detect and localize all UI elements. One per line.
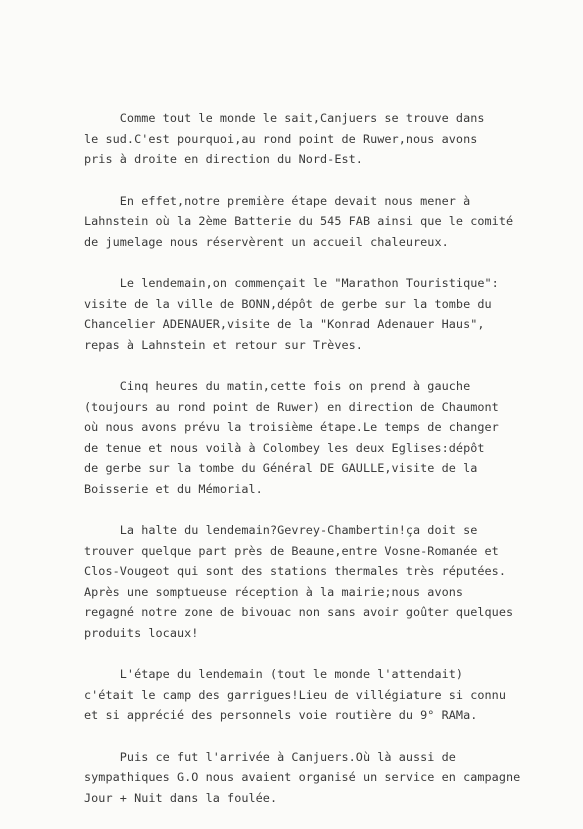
text-line: où nous avons prévu la troisième étape.Le temps de changer <box>84 420 499 434</box>
text-line: de gerbe sur la tombe du Général DE GAULLE,visite de la <box>84 461 478 475</box>
text-line: Cinq heures du matin,cette fois on prend à gauche <box>84 379 471 393</box>
text-line: Après une somptueuse réception à la mairie;nous avons <box>84 584 464 599</box>
text-line: Clos-Vougeot qui sont des stations thermales très réputées. <box>84 564 506 578</box>
paragraph-5 <box>84 520 544 643</box>
text-line: La halte du lendemain?Gevrey-Chambertin!ça doit se <box>84 523 478 537</box>
text-line: Chancelier ADENAUER,visite de la "Konrad Adenauer Haus", <box>84 317 485 331</box>
paragraph-6 <box>84 664 544 726</box>
text-line: Boisserie et du Mémorial. <box>84 481 263 496</box>
text-line: c'était le camp des garrigues!Lieu de villégiature si connu <box>84 687 506 702</box>
text-line: Jour + Nuit dans la foulée. <box>84 790 278 805</box>
paragraph-7 <box>84 747 544 809</box>
text-line: En effet,notre première étape devait nous mener à <box>84 193 471 208</box>
paragraph-3 <box>84 273 544 355</box>
text-line: visite de la ville de BONN,dépôt de gerbe sur la tombe du <box>84 296 492 311</box>
text-line: produits locaux! <box>84 625 199 640</box>
text-line: Comme tout le monde le sait,Canjuers se trouve dans <box>84 111 485 125</box>
text-line: le sud.C'est pourquoi,au rond point de Ruwer,nous avons <box>84 131 478 146</box>
text-line: pris à droite en direction du Nord-Est. <box>84 152 363 166</box>
text-line: Lahnstein où la 2ème Batterie du 545 FAB ainsi que le comité <box>84 214 514 228</box>
paragraph-2 <box>84 191 544 253</box>
text-line: (toujours au rond point de Ruwer) en direction de Chaumont <box>84 399 499 414</box>
text-line: Le lendemain,on commençait le "Marathon Touristique": <box>84 276 499 290</box>
paragraph-4 <box>84 376 544 499</box>
text-line: Puis ce fut l'arrivée à Canjuers.Où là aussi de <box>84 749 456 764</box>
letter-body <box>84 108 544 829</box>
text-line: regagné notre zone de bivouac non sans avoir goûter quelques <box>84 605 514 619</box>
text-line: trouver quelque part près de Beaune,entre Vosne-Romanée et <box>84 543 499 558</box>
text-line: L'étape du lendemain (tout le monde l'attendait) <box>84 667 464 681</box>
text-line: repas à Lahnstein et retour sur Trèves. <box>84 337 363 352</box>
text-line: sympathiques G.O nous avaient organisé un service en campagne <box>84 770 521 784</box>
text-line: de jumelage nous réservèrent un accueil chaleureux. <box>84 234 449 249</box>
paragraph-1 <box>84 108 544 170</box>
text-line: et si apprécié des personnels voie routière du 9° RAMa. <box>84 708 478 722</box>
text-line: de tenue et nous voilà à Colombey les deux Eglises:dépôt <box>84 440 485 455</box>
